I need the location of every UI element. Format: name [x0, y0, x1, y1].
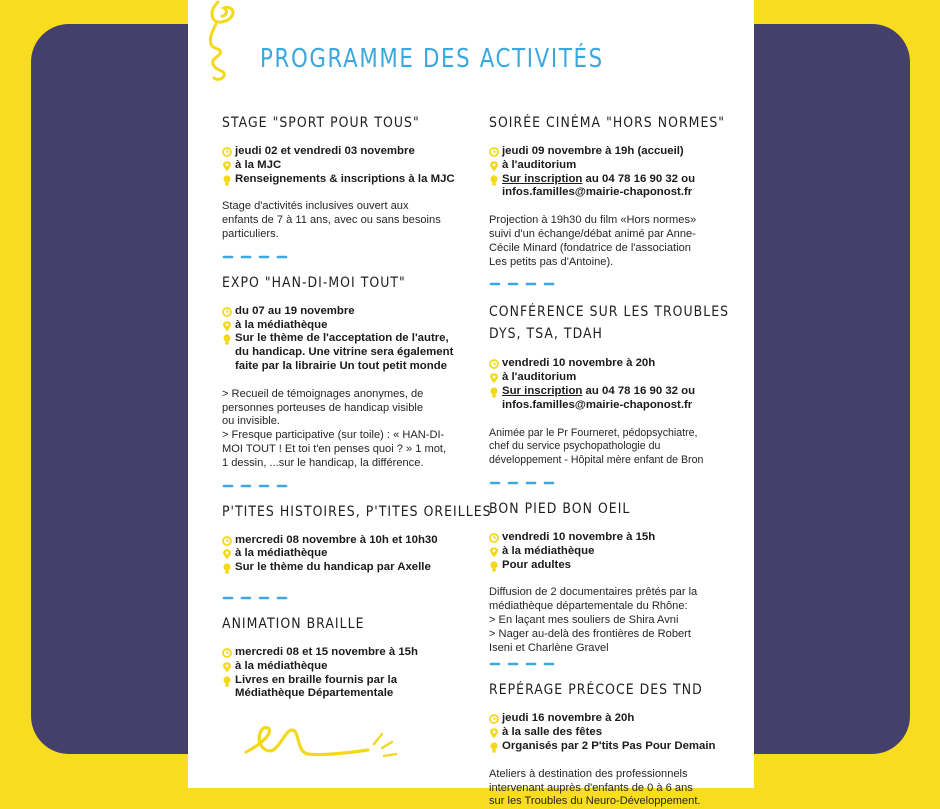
face-doodle-icon — [202, 0, 242, 84]
event-date: mercredi 08 novembre à 10h et 10h30 — [222, 534, 472, 548]
event-description: Ateliers à destination des professionnels intervenant auprès d'enfants de 0 à 6 ans sur les Troubles du Neuro-Développement. — [489, 767, 701, 808]
lightbulb-icon — [489, 561, 499, 571]
event-info: Sur inscription au 04 78 16 90 32 ou infos.familles@mairie-chaponost.fr — [489, 385, 728, 413]
event-title: STAGE "SPORT POUR TOUS" — [222, 115, 420, 131]
event-location: à la salle des fêtes — [489, 726, 741, 740]
event-info: Renseignements & inscriptions à la MJC — [222, 173, 472, 187]
event-info: Sur le thème du handicap par Axelle — [222, 561, 472, 575]
event-description: Projection à 19h30 du film «Hors normes» suivi d'un échange/débat animé par Anne- Cécile Minard (fondatrice de l'association Les petits pas d'Antoine). — [489, 214, 697, 268]
event-reperage-tnd — [489, 681, 741, 809]
lightbulb-icon — [222, 676, 232, 686]
location-pin-icon — [489, 373, 499, 383]
event-description: Diffusion de 2 documentaires prêtés par la médiathèque départementale du Rhône: > En laçant mes souliers de Shira Avni > Nager au-delà des frontières de Robert Iseni et Charlène Gravel — [489, 586, 698, 654]
lightbulb-icon — [222, 334, 232, 344]
clock-icon — [222, 536, 232, 546]
location-pin-icon — [489, 728, 499, 738]
event-date: jeudi 16 novembre à 20h — [489, 712, 741, 726]
event-stage-sport — [222, 114, 472, 260]
event-description: Animée par le Pr Fourneret, pédopsychiatre, chef du service psychopathologie du développement - Hôpital mère enfant de Bron — [489, 426, 704, 467]
event-title: ANIMATION BRAILLE — [222, 615, 365, 632]
event-info: Livres en braille fournis par la Médiathèque Départementale — [222, 674, 435, 702]
location-pin-icon — [222, 321, 232, 331]
event-date: vendredi 10 novembre à 20h — [489, 357, 741, 371]
lightbulb-icon — [489, 742, 499, 752]
blue-dash-divider — [489, 480, 741, 486]
location-pin-icon — [222, 549, 232, 559]
clock-icon — [489, 714, 499, 724]
event-location: à la médiathèque — [222, 319, 472, 333]
event-bon-pied-bon-oeil — [489, 500, 741, 667]
event-date: jeudi 09 novembre à 19h (accueil) — [489, 145, 741, 159]
event-title: EXPO "HAN-DI-MOI TOUT" — [222, 274, 406, 291]
event-location: à la médiathèque — [222, 660, 472, 674]
location-pin-icon — [489, 547, 499, 557]
clock-icon — [489, 147, 499, 157]
event-date: vendredi 10 novembre à 15h — [489, 531, 741, 545]
event-soiree-cinema — [489, 114, 741, 287]
event-location: à la MJC — [222, 159, 472, 173]
event-location: à la médiathèque — [222, 547, 472, 561]
blue-dash-divider — [222, 595, 472, 601]
registration-label: Sur inscription — [502, 384, 583, 397]
location-pin-icon — [489, 161, 499, 171]
event-location: à l'auditorium — [489, 159, 741, 173]
event-conference-troubles — [489, 301, 741, 486]
event-location: à la médiathèque — [489, 545, 741, 559]
left-column — [222, 114, 492, 701]
event-description: Stage d'activités inclusives ouvert aux enfants de 7 à 11 ans, avec ou sans besoins particuliers. — [222, 200, 441, 240]
event-info: Sur le thème de l'acceptation de l'autre, du handicap. Une vitrine sera également faite par la librairie Un tout petit monde — [222, 332, 463, 373]
event-description: > Recueil de témoignages anonymes, de personnes porteuses de handicap visible ou invisible. > Fresque participative (sur toile) : « HAN-DI- MOI TOUT ! Et toi t'en penses quoi ? » 1 mot, 1 dessin, ...sur le handicap, la différence. — [222, 387, 447, 469]
event-title: P'TITES HISTOIRES, P'TITES OREILLES — [222, 503, 492, 520]
event-animation-braille — [222, 615, 472, 701]
clock-icon — [222, 147, 232, 157]
blue-dash-divider — [222, 254, 472, 260]
location-pin-icon — [222, 662, 232, 672]
lightbulb-icon — [222, 563, 232, 573]
event-title: BON PIED BON OEIL — [489, 500, 631, 517]
event-title: SOIRÉE CINÉMA "HORS NORMES" — [489, 115, 726, 131]
event-date: du 07 au 19 novembre — [222, 305, 472, 319]
event-title: REPÉRAGE PRÉCOCE DES TND — [489, 682, 703, 699]
clock-icon — [489, 359, 499, 369]
program-sheet — [188, 0, 754, 808]
event-date: jeudi 02 et vendredi 03 novembre — [222, 145, 472, 159]
location-pin-icon — [222, 161, 232, 171]
clock-icon — [489, 533, 499, 543]
event-location: à l'auditorium — [489, 371, 741, 385]
lightbulb-icon — [489, 175, 499, 185]
event-info: Organisés par 2 P'tits Pas Pour Demain — [489, 740, 741, 754]
registration-label: Sur inscription — [502, 172, 583, 185]
blue-dash-divider — [489, 281, 741, 287]
lightbulb-icon — [489, 387, 499, 397]
right-column — [489, 114, 741, 809]
page-title: PROGRAMME DES ACTIVITÉS — [260, 44, 604, 74]
event-date: mercredi 08 et 15 novembre à 15h — [222, 646, 472, 660]
clock-icon — [222, 648, 232, 658]
blue-dash-divider — [489, 661, 741, 667]
squiggle-doodle-icon — [244, 722, 404, 778]
event-ptites-histoires — [222, 503, 492, 601]
event-title: CONFÉRENCE SUR LES TROUBLES DYS, TSA, TDAH — [489, 304, 730, 343]
event-info: Pour adultes — [489, 559, 741, 573]
lightbulb-icon — [222, 175, 232, 185]
clock-icon — [222, 307, 232, 317]
event-expo-handimoi — [222, 274, 472, 489]
event-info: Sur inscription au 04 78 16 90 32 ou infos.familles@mairie-chaponost.fr — [489, 173, 728, 201]
blue-dash-divider — [222, 483, 472, 489]
